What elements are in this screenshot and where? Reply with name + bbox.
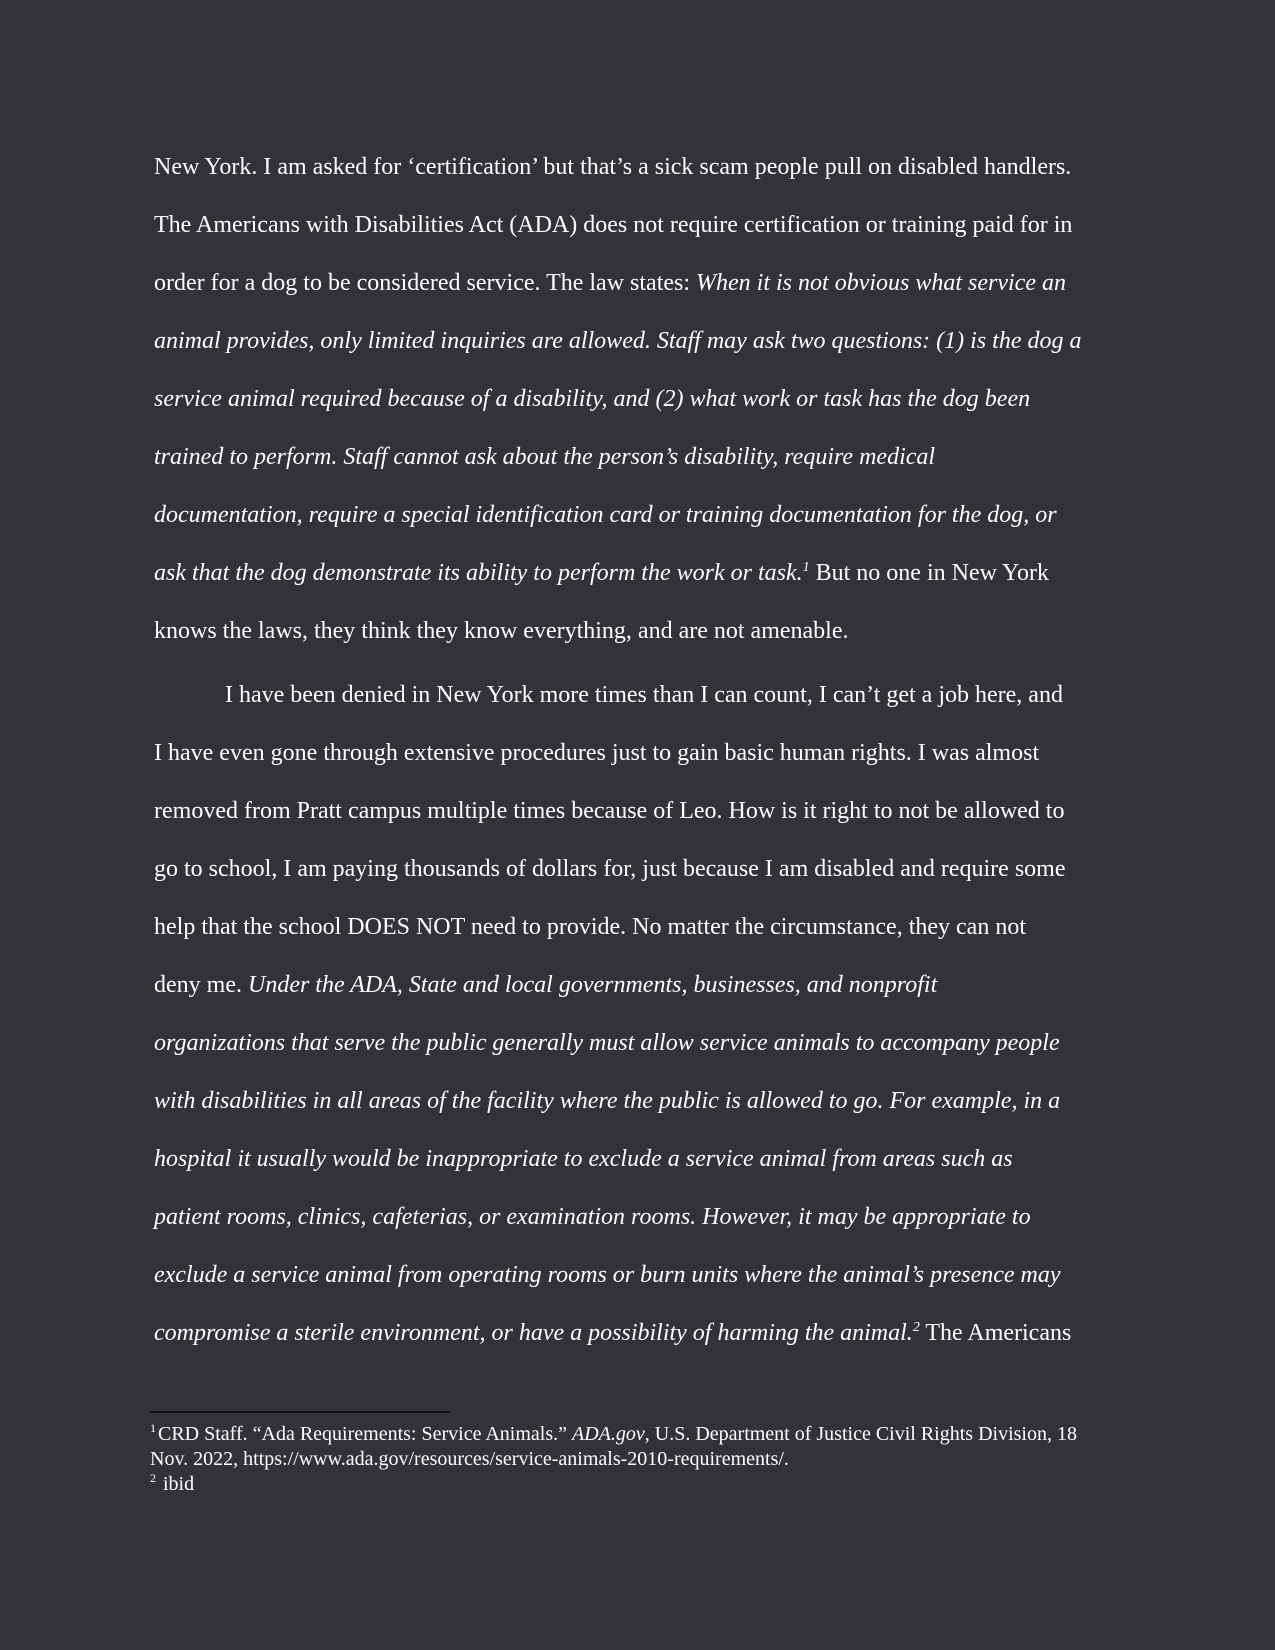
footnote-text: , U.S. Department of Justice Civil Rights Division, 18: [644, 1423, 1077, 1445]
footnote-text: CRD Staff. “Ada Requirements: Service Animals.”: [158, 1423, 572, 1445]
text-line: I have been denied in New York more times than I can count, I can’t get a job here, and: [225, 682, 1063, 708]
quote-text: compromise a sterile environment, or have a possibility of harming the animal.: [154, 1320, 913, 1346]
quote-line: patient rooms, clinics, cafeterias, or examination rooms. However, it may be appropriate to: [154, 1204, 1031, 1230]
footnote-marker: 1: [150, 1421, 156, 1436]
paragraph-1: [154, 138, 1134, 660]
text-line: [154, 254, 1134, 312]
text-run: But no one in New York: [809, 560, 1049, 586]
text-run: deny me.: [154, 972, 248, 998]
footnote-source-title: ADA.gov: [572, 1423, 645, 1445]
quote-text: ask that the dog demonstrate its ability to perform the work or task.: [154, 560, 803, 586]
text-line: I have even gone through extensive procedures just to gain basic human rights. I was almost: [154, 740, 1040, 766]
footnotes: [150, 1422, 1140, 1497]
text-line: [154, 956, 1134, 1014]
quote-line: documentation, require a special identification card or training documentation for the dog, or: [154, 502, 1057, 528]
quote-line: service animal required because of a disability, and (2) what work or task has the dog been: [154, 386, 1031, 412]
footnote-separator: [150, 1411, 450, 1413]
footnote-ref-2[interactable]: 2: [912, 1320, 920, 1335]
text-line: knows the laws, they think they know everything, and are not amenable.: [154, 618, 849, 644]
quote-line: trained to perform. Staff cannot ask about the person’s disability, require medical: [154, 444, 936, 470]
quote-text: When it is not obvious what service an: [696, 270, 1066, 296]
text-line: [154, 1304, 1134, 1362]
footnote-ref-1[interactable]: 1: [802, 560, 810, 575]
body-text: [154, 138, 1134, 1362]
text-line: [154, 544, 1134, 602]
footnote-1: [150, 1422, 1140, 1447]
text-line: removed from Pratt campus multiple times because of Leo. How is it right to not be allowed to: [154, 798, 1065, 824]
text-line: go to school, I am paying thousands of dollars for, just because I am disabled and require some: [154, 856, 1066, 882]
footnote-text: ibid: [163, 1473, 195, 1495]
text-run: order for a dog to be considered service. The law states:: [154, 270, 697, 296]
quote-line: organizations that serve the public generally must allow service animals to accompany people: [154, 1030, 1060, 1056]
quote-line: hospital it usually would be inappropriate to exclude a service animal from areas such as: [154, 1146, 1013, 1172]
footnote-marker: 2: [150, 1471, 156, 1486]
footnote-2: [150, 1472, 1140, 1497]
text-line: The Americans with Disabilities Act (ADA) does not require certification or training paid for in: [154, 212, 1073, 238]
text-line: help that the school DOES NOT need to provide. No matter the circumstance, they can not: [154, 914, 1026, 940]
text-run: The Americans: [919, 1320, 1072, 1346]
quote-line: exclude a service animal from operating rooms or burn units where the animal’s presence may: [154, 1262, 1061, 1288]
quote-line: animal provides, only limited inquiries are allowed. Staff may ask two questions: (1) is the dog a: [154, 328, 1082, 354]
quote-text: Under the ADA, State and local governments, businesses, and nonprofit: [247, 972, 938, 998]
quote-line: with disabilities in all areas of the facility where the public is allowed to go. For example, in a: [154, 1088, 1061, 1114]
paragraph-2: [154, 666, 1134, 1362]
text-line: New York. I am asked for ‘certification’ but that’s a sick scam people pull on disabled handlers.: [154, 154, 1072, 180]
footnote-1-continued[interactable]: Nov. 2022, https://www.ada.gov/resources/service-animals-2010-requirements/.: [150, 1448, 789, 1470]
